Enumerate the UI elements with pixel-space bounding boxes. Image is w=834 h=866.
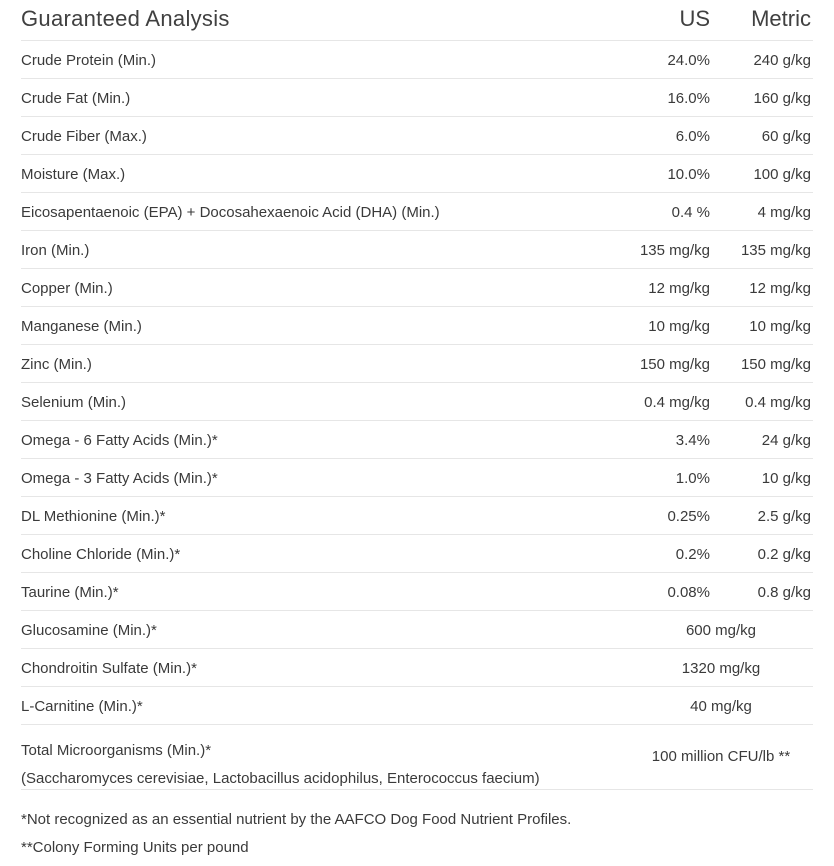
microorganisms-detail: (Saccharomyces cerevisiae, Lactobacillus acidophilus, Enterococcus faecium) — [21, 770, 540, 787]
nutrient-name: Omega - 6 Fatty Acids (Min.)* — [21, 432, 218, 449]
metric-value: 150 mg/kg — [740, 356, 811, 373]
us-value: 150 mg/kg — [639, 356, 710, 373]
table-row — [21, 383, 813, 421]
metric-value: 160 g/kg — [753, 90, 811, 107]
column-header-metric: Metric — [751, 6, 811, 31]
us-value: 0.4 % — [671, 204, 710, 221]
table-row — [21, 421, 813, 459]
table-row — [21, 497, 813, 535]
footnote-cfu: **Colony Forming Units per pound — [21, 839, 249, 856]
nutrient-name: Glucosamine (Min.)* — [21, 622, 157, 639]
footnote-aafco: *Not recognized as an essential nutrient by the AAFCO Dog Food Nutrient Profiles. — [21, 811, 572, 828]
metric-value: 100 g/kg — [753, 166, 811, 183]
nutrient-name: Taurine (Min.)* — [21, 584, 119, 601]
microorganisms-label: Total Microorganisms (Min.)* — [21, 742, 212, 759]
table-row — [21, 155, 813, 193]
us-value: 0.25% — [667, 508, 710, 525]
nutrient-name: Manganese (Min.) — [21, 318, 142, 335]
table-row — [21, 307, 813, 345]
metric-value: 0.8 g/kg — [757, 584, 811, 601]
nutrient-name: Moisture (Max.) — [21, 166, 126, 183]
table-row — [21, 231, 813, 269]
metric-value: 0.2 g/kg — [757, 546, 811, 563]
metric-value: 4 mg/kg — [757, 204, 811, 221]
metric-value: 0.4 mg/kg — [745, 394, 811, 411]
column-header-us: US — [679, 6, 710, 31]
nutrient-name: Crude Fat (Min.) — [21, 90, 131, 107]
nutrient-name: DL Methionine (Min.)* — [21, 508, 166, 525]
us-value: 16.0% — [667, 90, 710, 107]
nutrient-name: Copper (Min.) — [21, 280, 113, 297]
table-row — [21, 79, 813, 117]
metric-value: 10 g/kg — [761, 470, 811, 487]
table-row — [21, 345, 813, 383]
combined-value: 100 million CFU/lb ** — [651, 748, 791, 765]
metric-value: 135 mg/kg — [740, 242, 811, 259]
us-value: 0.4 mg/kg — [644, 394, 710, 411]
nutrient-name: Eicosapentaenoic (EPA) + Docosahexaenoic Acid (DHA) (Min.) — [21, 204, 440, 221]
nutrient-name: Selenium (Min.) — [21, 394, 127, 411]
nutrient-name: L-Carnitine (Min.)* — [21, 698, 143, 715]
table-row — [21, 459, 813, 497]
nutrient-name: Iron (Min.) — [21, 242, 90, 259]
metric-value: 24 g/kg — [761, 432, 811, 449]
metric-value: 2.5 g/kg — [757, 508, 811, 525]
nutrient-name: Chondroitin Sulfate (Min.)* — [21, 660, 197, 677]
table-row — [21, 535, 813, 573]
nutrient-name: Zinc (Min.) — [21, 356, 92, 373]
us-value: 12 mg/kg — [648, 280, 710, 297]
metric-value: 12 mg/kg — [749, 280, 811, 297]
table-row — [21, 573, 813, 611]
table-header — [21, 0, 813, 41]
combined-value: 1320 mg/kg — [681, 660, 761, 677]
footnotes — [21, 806, 813, 862]
us-value: 24.0% — [667, 52, 710, 69]
us-value: 6.0% — [675, 128, 710, 145]
nutrient-name: Omega - 3 Fatty Acids (Min.)* — [21, 470, 218, 487]
table-row — [21, 611, 813, 649]
metric-value: 10 mg/kg — [749, 318, 811, 335]
combined-value: 40 mg/kg — [690, 698, 752, 715]
metric-value: 240 g/kg — [753, 52, 811, 69]
nutrient-name: Crude Protein (Min.) — [21, 52, 157, 69]
us-value: 1.0% — [675, 470, 710, 487]
us-value: 10 mg/kg — [648, 318, 710, 335]
table-title: Guaranteed Analysis — [21, 6, 230, 31]
table-row — [21, 41, 813, 79]
us-value: 135 mg/kg — [639, 242, 710, 259]
combined-value: 600 mg/kg — [685, 622, 757, 639]
metric-value: 60 g/kg — [761, 128, 811, 145]
table-row — [21, 269, 813, 307]
table-row — [21, 687, 813, 725]
nutrient-name: Choline Chloride (Min.)* — [21, 546, 181, 563]
table-row — [21, 117, 813, 155]
us-value: 10.0% — [667, 166, 710, 183]
nutrient-name — [21, 737, 540, 793]
table-row-microorganisms — [21, 725, 813, 790]
us-value: 3.4% — [675, 432, 710, 449]
nutrient-name: Crude Fiber (Max.) — [21, 128, 147, 145]
table-row — [21, 193, 813, 231]
table-row — [21, 649, 813, 687]
us-value: 0.08% — [667, 584, 710, 601]
guaranteed-analysis-table — [21, 0, 813, 862]
us-value: 0.2% — [675, 546, 710, 563]
